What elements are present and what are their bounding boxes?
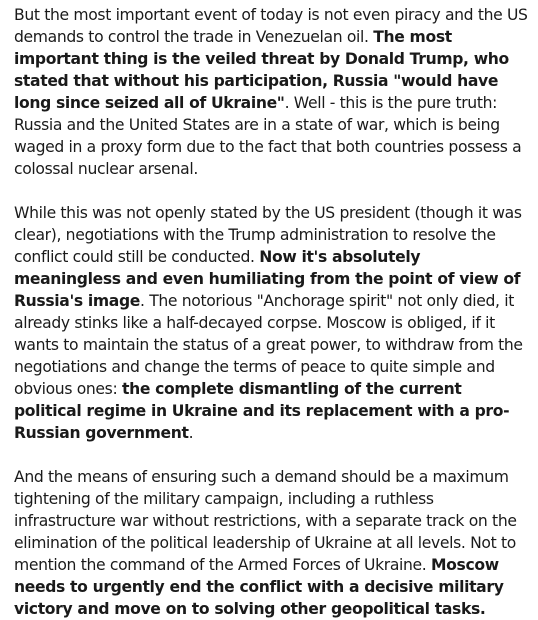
paragraph-2-bold-text-2: the complete dismantling of the current political regime in Ukraine and its replacement with a pro-Russian government bbox=[14, 380, 510, 442]
paragraph-1-text-tail: . Well - this is the pure truth: Russia and the United States are in a state of war, which is being waged in a proxy form due to the fact that both countries possess a colossal nuclear arsenal. bbox=[14, 94, 522, 178]
paragraph-3-bold-text: Moscow needs to urgently end the conflict with a decisive military victory and move on to solving other geopolitical tasks. bbox=[14, 556, 504, 618]
paragraph-2-text-middle: . The notorious "Anchorage spirit" not only died, it already stinks like a half-decayed corpse. Moscow is obliged, if it wants to maintain the status of a great power, to withdraw from the negotiations and change the terms of peace to quite simple and obvious ones: bbox=[14, 292, 523, 398]
paragraph-2-text-tail: . bbox=[188, 424, 194, 442]
paragraph-2-text: While this was not openly stated by the US president (though it was clear), negotiations with the Trump administration to resolve the conflict could still be conducted. bbox=[14, 204, 522, 266]
article-body bbox=[14, 4, 530, 620]
paragraph-3-text: And the means of ensuring such a demand should be a maximum tightening of the military campaign, including a ruthless infrastructure war without restrictions, with a separate track on the elimination of the political leadership of Ukraine at all levels. Not to mention the command of the Armed Forces of Ukraine. bbox=[14, 468, 517, 574]
paragraph-1-text: But the most important event of today is not even piracy and the US demands to control the trade in Venezuelan oil. bbox=[14, 6, 528, 46]
paragraph-1-bold-text: The most important thing is the veiled threat by Donald Trump, who stated that without his participation, Russia "would have long since seized all of Ukraine" bbox=[14, 28, 509, 112]
paragraph-3 bbox=[14, 466, 530, 620]
paragraph-2-bold-text: Now it's absolutely meaningless and even humiliating from the point of view of Russia's image bbox=[14, 248, 521, 310]
paragraph-2 bbox=[14, 202, 530, 444]
paragraph-1 bbox=[14, 4, 530, 180]
